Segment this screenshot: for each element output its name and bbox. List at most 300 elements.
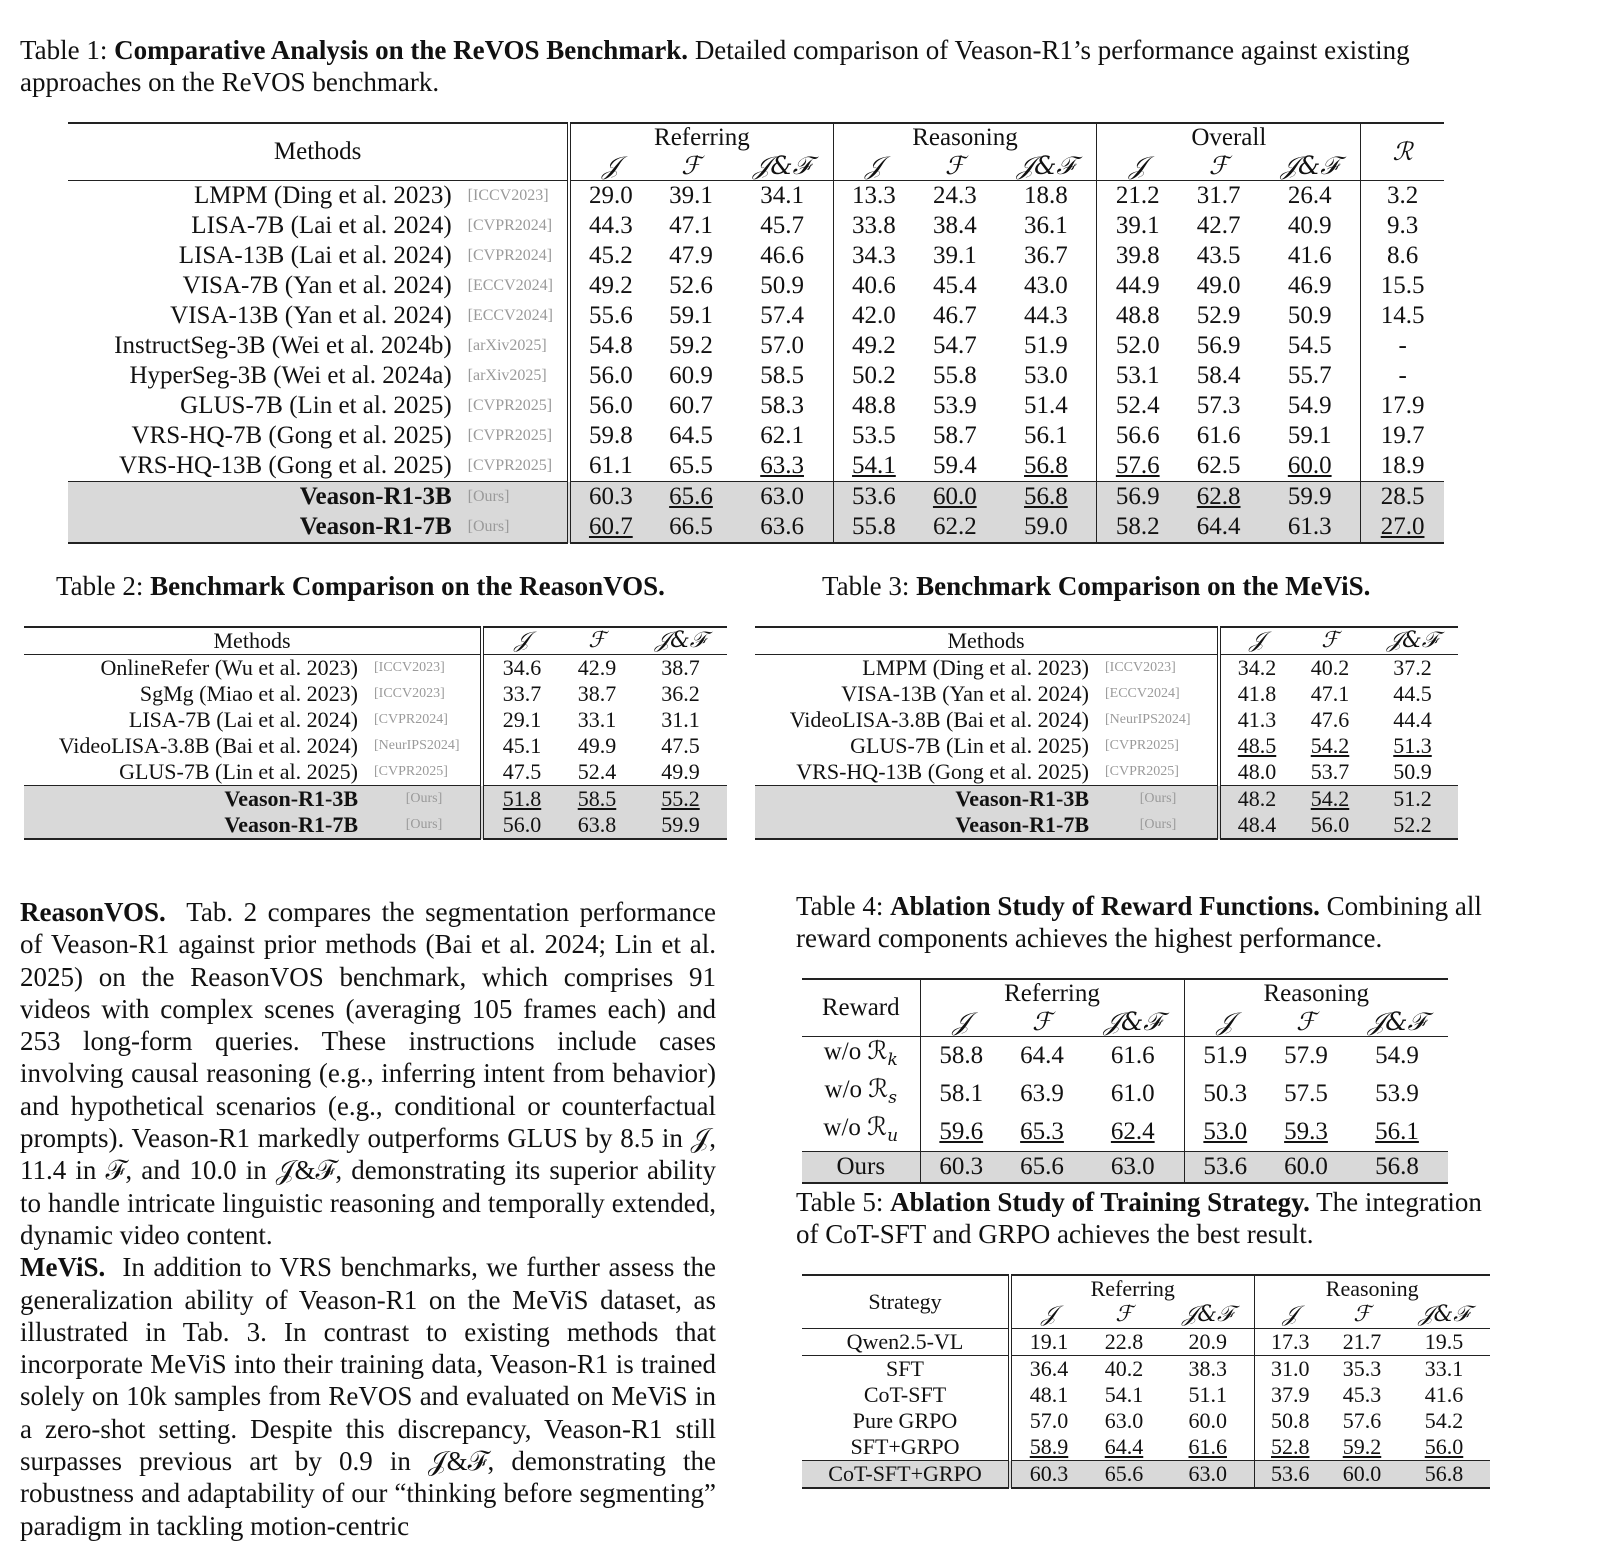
reward-subscript: u [887,1126,899,1146]
value-cell: 54.7 [932,332,977,359]
value-cell: 33.8 [833,211,914,241]
header-f: ℱ [1086,1302,1162,1329]
value-cell: 53.0 [1024,362,1068,389]
value-cell: 60.9 [669,362,713,389]
header-methods: Methods [24,627,482,655]
value-cell: 59.0 [995,512,1096,543]
method-name: VRS-HQ-7B (Gong et al. 2025) [131,422,452,449]
venue-tag: [Ours] [364,812,482,839]
method-name: LMPM (Ding et al. 2023) [194,182,452,209]
venue-tag: [Ours] [458,482,570,513]
value-cell: 59.1 [669,302,713,329]
value-cell: 53.5 [833,421,914,451]
body-text [20,896,716,1542]
header-strategy: Strategy [802,1275,1010,1329]
reward-label [802,1113,920,1152]
method-name: Veason-R1-7B [755,812,1095,839]
value-cell: 53.1 [1097,361,1178,391]
value-cell: 22.8 [1104,1329,1144,1354]
value-cell: 48.8 [833,391,914,421]
strategy-label: SFT [802,1356,1010,1383]
method-name: Veason-R1-3B [755,786,1095,813]
reward-label [802,1075,920,1113]
value-cell: 51.8 [482,786,560,813]
value-cell: 63.3 [760,452,804,479]
table-row [68,271,1444,301]
value-cell: 52.2 [1367,812,1458,839]
value-cell: 65.3 [1020,1118,1064,1145]
value-cell: 9.3 [1361,211,1444,241]
method-name: VideoLISA-3.8B (Bai et al. 2024) [789,707,1089,732]
value-cell: 33.1 [577,707,617,732]
value-cell: 54.8 [569,331,650,361]
table-row [755,681,1458,707]
value-cell: 54.5 [1287,332,1332,359]
value-cell: 56.1 [1024,422,1068,449]
value-cell: 55.2 [634,786,727,813]
value-cell: 14.5 [1361,301,1444,331]
table-row [755,812,1458,839]
header-f: ℱ [650,152,731,181]
value-cell: 58.1 [920,1075,1002,1113]
value-cell: 57.9 [1284,1042,1328,1069]
value-cell: 50.9 [1287,302,1332,329]
value-cell: 44.4 [1393,707,1432,732]
value-cell: 54.1 [1104,1382,1144,1407]
value-cell: 50.3 [1184,1075,1266,1113]
venue-tag: [ECCV2024] [467,277,553,294]
reward-name: w/o ℛ [823,1114,888,1141]
method-name: Veason-R1-7B [68,512,458,543]
venue-tag: [CVPR2025] [1105,764,1179,779]
table-row [755,707,1458,733]
value-cell: 50.8 [1254,1408,1326,1434]
method-name: SgMg (Miao et al. 2023) [139,681,358,706]
value-cell: 56.0 [1293,812,1367,839]
table-row [24,759,727,786]
value-cell: 58.4 [1196,362,1241,389]
table-row [24,655,727,682]
value-cell: 47.1 [1310,681,1350,706]
method-name: GLUS-7B (Lin et al. 2025) [180,392,452,419]
header-j: 𝒥 [1254,1302,1326,1329]
value-cell: 60.7 [669,392,713,419]
value-cell: 62.4 [1110,1118,1155,1145]
value-cell: 31.0 [1254,1356,1326,1383]
header-jf: 𝒥&ℱ [1162,1302,1254,1329]
value-cell: 60.0 [1326,1461,1398,1489]
value-cell: 59.3 [1284,1118,1328,1145]
value-cell: 56.8 [1398,1461,1490,1489]
value-cell: 54.9 [1287,392,1332,419]
header-f: ℱ [1293,627,1367,655]
value-cell: 61.3 [1259,512,1360,543]
value-cell: 48.4 [1219,812,1293,839]
value-cell: 57.5 [1284,1080,1328,1107]
header-reasoning: Reasoning [833,123,1097,152]
value-cell: 63.6 [732,512,833,543]
value-cell: 52.8 [1254,1434,1326,1461]
header-jf: 𝒥&ℱ [634,627,727,655]
value-cell: 54.2 [1310,733,1350,758]
header-j: 𝒥 [1097,152,1178,181]
value-cell: 56.0 [569,361,650,391]
table-row [802,1408,1490,1434]
value-cell: 24.3 [932,182,977,209]
venue-tag: [ECCV2024] [467,307,553,324]
header-j: 𝒥 [833,152,914,181]
table-row [24,707,727,733]
value-cell: 62.1 [760,422,804,449]
table-row [802,1382,1490,1408]
value-cell: 45.7 [760,212,804,239]
value-cell: 19.7 [1361,421,1444,451]
table-row [24,681,727,707]
table-row [68,211,1444,241]
value-cell: 41.6 [1287,242,1332,269]
method-name: Veason-R1-3B [68,482,458,513]
value-cell: 59.2 [669,332,713,359]
venue-tag: [ECCV2024] [1105,686,1180,701]
reward-label [802,1037,920,1076]
value-cell: 53.0 [1184,1113,1266,1152]
table-row [755,733,1458,759]
table-row [24,733,727,759]
method-name: VISA-13B (Yan et al. 2024) [170,302,452,329]
value-cell: 57.0 [1010,1408,1086,1434]
value-cell: 63.8 [560,812,634,839]
header-methods: Methods [68,123,569,181]
header-methods: Methods [755,627,1219,655]
table-row [802,1037,1448,1076]
value-cell: 21.2 [1097,181,1178,212]
value-cell: 59.9 [634,812,727,839]
value-cell: 27.0 [1361,512,1444,543]
value-cell: 60.0 [914,482,995,513]
header-f: ℱ [1178,152,1259,181]
value-cell: 51.4 [1024,392,1068,419]
value-cell: 59.4 [932,452,977,479]
header-reasoning: Reasoning [1184,979,1448,1008]
venue-tag: [arXiv2025] [467,337,547,354]
value-cell: 38.7 [661,655,700,680]
value-cell: 60.0 [1287,452,1332,479]
value-cell: 55.8 [932,362,977,389]
value-cell: 56.9 [1196,332,1241,359]
header-f: ℱ [1266,1008,1346,1037]
value-cell: 54.2 [1424,1408,1464,1433]
value-cell: 38.4 [932,212,977,239]
value-cell: 37.2 [1393,655,1432,680]
value-cell: 57.6 [1097,451,1178,482]
table-row [802,1329,1490,1356]
value-cell: 53.6 [1184,1152,1266,1184]
value-cell: 46.7 [932,302,977,329]
value-cell: 52.0 [1097,331,1178,361]
venue-tag: [Ours] [458,512,570,543]
venue-tag: [ICCV2023] [467,187,549,204]
value-cell: 34.6 [482,655,560,682]
value-cell: 53.6 [833,482,914,513]
value-cell: 48.2 [1219,786,1293,813]
header-j: 𝒥 [1184,1008,1266,1037]
value-cell: 56.6 [1097,421,1178,451]
value-cell: 61.6 [1110,1042,1155,1069]
venue-tag: [ICCV2023] [374,660,445,675]
header-jf: 𝒥&ℱ [1398,1302,1490,1329]
method-name: HyperSeg-3B (Wei et al. 2024a) [129,362,452,389]
value-cell: 39.8 [1097,241,1178,271]
value-cell: 56.8 [1024,452,1068,479]
venue-tag: [CVPR2025] [467,397,553,414]
value-cell: 17.3 [1254,1329,1326,1356]
method-name: GLUS-7B (Lin et al. 2025) [850,733,1089,758]
value-cell: 44.9 [1097,271,1178,301]
value-cell: 45.2 [569,241,650,271]
reward-subscript: k [887,1050,898,1070]
table-row [68,301,1444,331]
value-cell: 59.2 [1342,1434,1382,1459]
value-cell: 58.7 [932,422,977,449]
value-cell: 58.2 [1097,512,1178,543]
value-cell: 62.8 [1178,482,1259,513]
method-name: Veason-R1-7B [24,812,364,839]
header-jf: 𝒥&ℱ [1082,1008,1184,1037]
value-cell: 49.9 [661,759,700,784]
value-cell: 38.3 [1162,1356,1254,1383]
paragraph-mevis: MeViS. In addition to VRS benchmarks, we further assess the generalization ability of Veason-R1 on the MeViS dataset, as illustrated in Tab. 3. In contrast to existing methods that incorporate MeViS into their training data, Veason-R1 is trained solely on 10k samples from ReVOS and evaluated on MeViS in a zero-shot setting. Despite this discrepancy, Veason-R1 still surpasses previous art by 0.9 in 𝒥&ℱ, demonstrating the robustness and adaptability of our “thinking before segmenting” paradigm in tackling motion-centric [20,1252,716,1541]
value-cell: 63.9 [1020,1080,1064,1107]
value-cell: 62.2 [914,512,995,543]
table-row [24,812,727,839]
value-cell: 54.1 [833,451,914,482]
value-cell: 18.8 [1024,182,1068,209]
header-f: ℱ [560,627,634,655]
venue-tag: [CVPR2024] [467,247,553,264]
value-cell: 63.0 [732,482,833,513]
strategy-label: CoT-SFT+GRPO [802,1461,1010,1489]
value-cell: 49.9 [577,733,617,758]
value-cell: 63.0 [1162,1461,1254,1489]
value-cell: 8.6 [1361,241,1444,271]
value-cell: 47.1 [669,212,713,239]
method-name: LISA-7B (Lai et al. 2024) [191,212,452,239]
value-cell: 61.6 [1188,1434,1227,1459]
venue-tag: [ICCV2023] [374,686,445,701]
value-cell: 38.7 [577,681,617,706]
header-j: 𝒥 [1010,1302,1086,1329]
value-cell: 60.3 [920,1152,1002,1184]
table-row [802,1113,1448,1152]
header-overall: Overall [1097,123,1361,152]
value-cell: 52.6 [669,272,713,299]
value-cell: 48.0 [1219,759,1293,786]
value-cell: 51.9 [1184,1037,1266,1076]
value-cell: 53.9 [1375,1080,1419,1107]
value-cell: 36.2 [661,681,700,706]
value-cell: 47.6 [1310,707,1350,732]
reward-name: Ours [836,1153,886,1180]
value-cell: 45.4 [932,272,977,299]
header-r: ℛ [1361,123,1444,181]
value-cell: 35.3 [1326,1356,1398,1383]
venue-tag: [CVPR2025] [467,427,553,444]
value-cell: 42.7 [1196,212,1241,239]
table-row [755,759,1458,786]
value-cell: 53.6 [1254,1461,1326,1489]
value-cell: 59.8 [569,421,650,451]
method-name: OnlineRefer (Wu et al. 2023) [100,655,358,680]
value-cell: 47.5 [482,759,560,786]
table-row [68,482,1444,513]
reward-label [802,1152,920,1184]
value-cell: 60.0 [1188,1408,1227,1433]
header-j: 𝒥 [482,627,560,655]
value-cell: 51.2 [1367,786,1458,813]
header-f: ℱ [914,152,995,181]
value-cell: 40.2 [1086,1356,1162,1383]
value-cell: 51.3 [1393,733,1432,758]
table-row [68,181,1444,212]
value-cell: 60.3 [569,482,650,513]
value-cell: 55.8 [833,512,914,543]
value-cell: 34.3 [833,241,914,271]
value-cell: 61.1 [569,451,650,482]
method-name: VRS-HQ-13B (Gong et al. 2025) [119,452,452,479]
table3-caption: Table 3: Benchmark Comparison on the MeViS. [822,571,1371,601]
method-name: Veason-R1-3B [24,786,364,813]
value-cell: 64.4 [1020,1042,1064,1069]
value-cell: 41.3 [1219,707,1293,733]
table4-caption: Table 4: Ablation Study of Reward Functions. Combining all reward components achieves the highest performance. [796,891,1482,953]
value-cell: 39.1 [669,182,713,209]
value-cell: 57.3 [1196,392,1241,419]
table-row [68,361,1444,391]
strategy-label: Qwen2.5-VL [846,1329,964,1354]
value-cell: 58.5 [760,362,804,389]
table-row [68,421,1444,451]
venue-tag: [CVPR2025] [467,457,553,474]
value-cell: 48.1 [1010,1382,1086,1408]
venue-tag: [Ours] [1095,812,1219,839]
method-name: VISA-7B (Yan et al. 2024) [182,272,452,299]
value-cell: 65.6 [650,482,731,513]
value-cell: 54.9 [1375,1042,1419,1069]
value-cell: 19.1 [1010,1329,1086,1356]
header-f: ℱ [1002,1008,1082,1037]
strategy-label: CoT-SFT [863,1382,947,1407]
venue-tag: [CVPR2024] [467,217,553,234]
value-cell: 37.9 [1254,1382,1326,1408]
value-cell: 64.4 [1104,1434,1144,1459]
value-cell: 56.0 [482,812,560,839]
value-cell: 63.0 [1104,1408,1144,1433]
method-name: VRS-HQ-13B (Gong et al. 2025) [796,759,1089,784]
value-cell: 57.6 [1342,1408,1382,1433]
value-cell: 58.9 [1010,1434,1086,1461]
table-row [755,786,1458,813]
header-j: 𝒥 [920,1008,1002,1037]
value-cell: 52.4 [577,759,617,784]
table-row [24,786,727,813]
value-cell: 60.3 [1010,1461,1086,1489]
value-cell: 53.7 [1310,759,1350,784]
value-cell: 34.2 [1219,655,1293,682]
value-cell: 21.7 [1342,1329,1382,1354]
value-cell: 36.1 [1024,212,1068,239]
header-reward: Reward [802,979,920,1037]
value-cell: 61.0 [1110,1080,1155,1107]
header-jf: 𝒥&ℱ [1259,152,1360,181]
value-cell: 20.9 [1188,1329,1227,1354]
table-row [68,241,1444,271]
method-name: VideoLISA-3.8B (Bai et al. 2024) [58,733,358,758]
table-row [802,1152,1448,1184]
value-cell: 60.7 [569,512,650,543]
value-cell: 50.9 [1393,759,1432,784]
header-j: 𝒥 [569,152,650,181]
table-row [802,1075,1448,1113]
value-cell: 54.2 [1293,786,1367,813]
value-cell: 56.8 [995,482,1096,513]
value-cell: 29.1 [482,707,560,733]
venue-tag: [NeurIPS2024] [374,738,460,753]
value-cell: 56.9 [1097,482,1178,513]
header-jf: 𝒥&ℱ [995,152,1096,181]
value-cell: 39.1 [1097,211,1178,241]
value-cell: 65.5 [669,452,713,479]
value-cell: 63.0 [1082,1152,1184,1184]
venue-tag: [CVPR2024] [374,712,448,727]
method-name: LMPM (Ding et al. 2023) [862,655,1089,680]
table5-caption: Table 5: Ablation Study of Training Strategy. The integration of CoT-SFT and GRPO achieves the best result. [796,1187,1482,1249]
value-cell: 13.3 [833,181,914,212]
value-cell: 59.1 [1287,422,1332,449]
value-cell: 33.1 [1398,1356,1490,1383]
value-cell: 58.3 [760,392,804,419]
table-row [802,1434,1490,1461]
value-cell: 31.1 [661,707,700,732]
value-cell: 51.9 [1024,332,1068,359]
header-referring: Referring [569,123,833,152]
value-cell: 56.0 [569,391,650,421]
header-jf: 𝒥&ℱ [732,152,833,181]
value-cell: 50.9 [760,272,804,299]
venue-tag: [ICCV2023] [1105,660,1176,675]
venue-tag: [arXiv2025] [467,367,547,384]
venue-tag: [Ours] [1095,786,1219,813]
value-cell: 33.7 [482,681,560,707]
value-cell: 50.2 [833,361,914,391]
value-cell: 17.9 [1361,391,1444,421]
table2-reasonvos [24,626,727,840]
value-cell: 65.6 [1002,1152,1082,1184]
method-name: GLUS-7B (Lin et al. 2025) [119,759,358,784]
value-cell: 49.2 [569,271,650,301]
value-cell: 59.9 [1259,482,1360,513]
value-cell: 41.8 [1219,681,1293,707]
value-cell: 55.7 [1287,362,1332,389]
value-cell: 49.2 [833,331,914,361]
value-cell: 19.5 [1424,1329,1464,1354]
table-row [68,391,1444,421]
value-cell: 45.3 [1342,1382,1382,1407]
value-cell: 49.0 [1196,272,1241,299]
table2-caption: Table 2: Benchmark Comparison on the ReasonVOS. [56,571,665,601]
header-referring: Referring [920,979,1184,1008]
value-cell: 65.6 [1086,1461,1162,1489]
value-cell: 46.6 [760,242,804,269]
